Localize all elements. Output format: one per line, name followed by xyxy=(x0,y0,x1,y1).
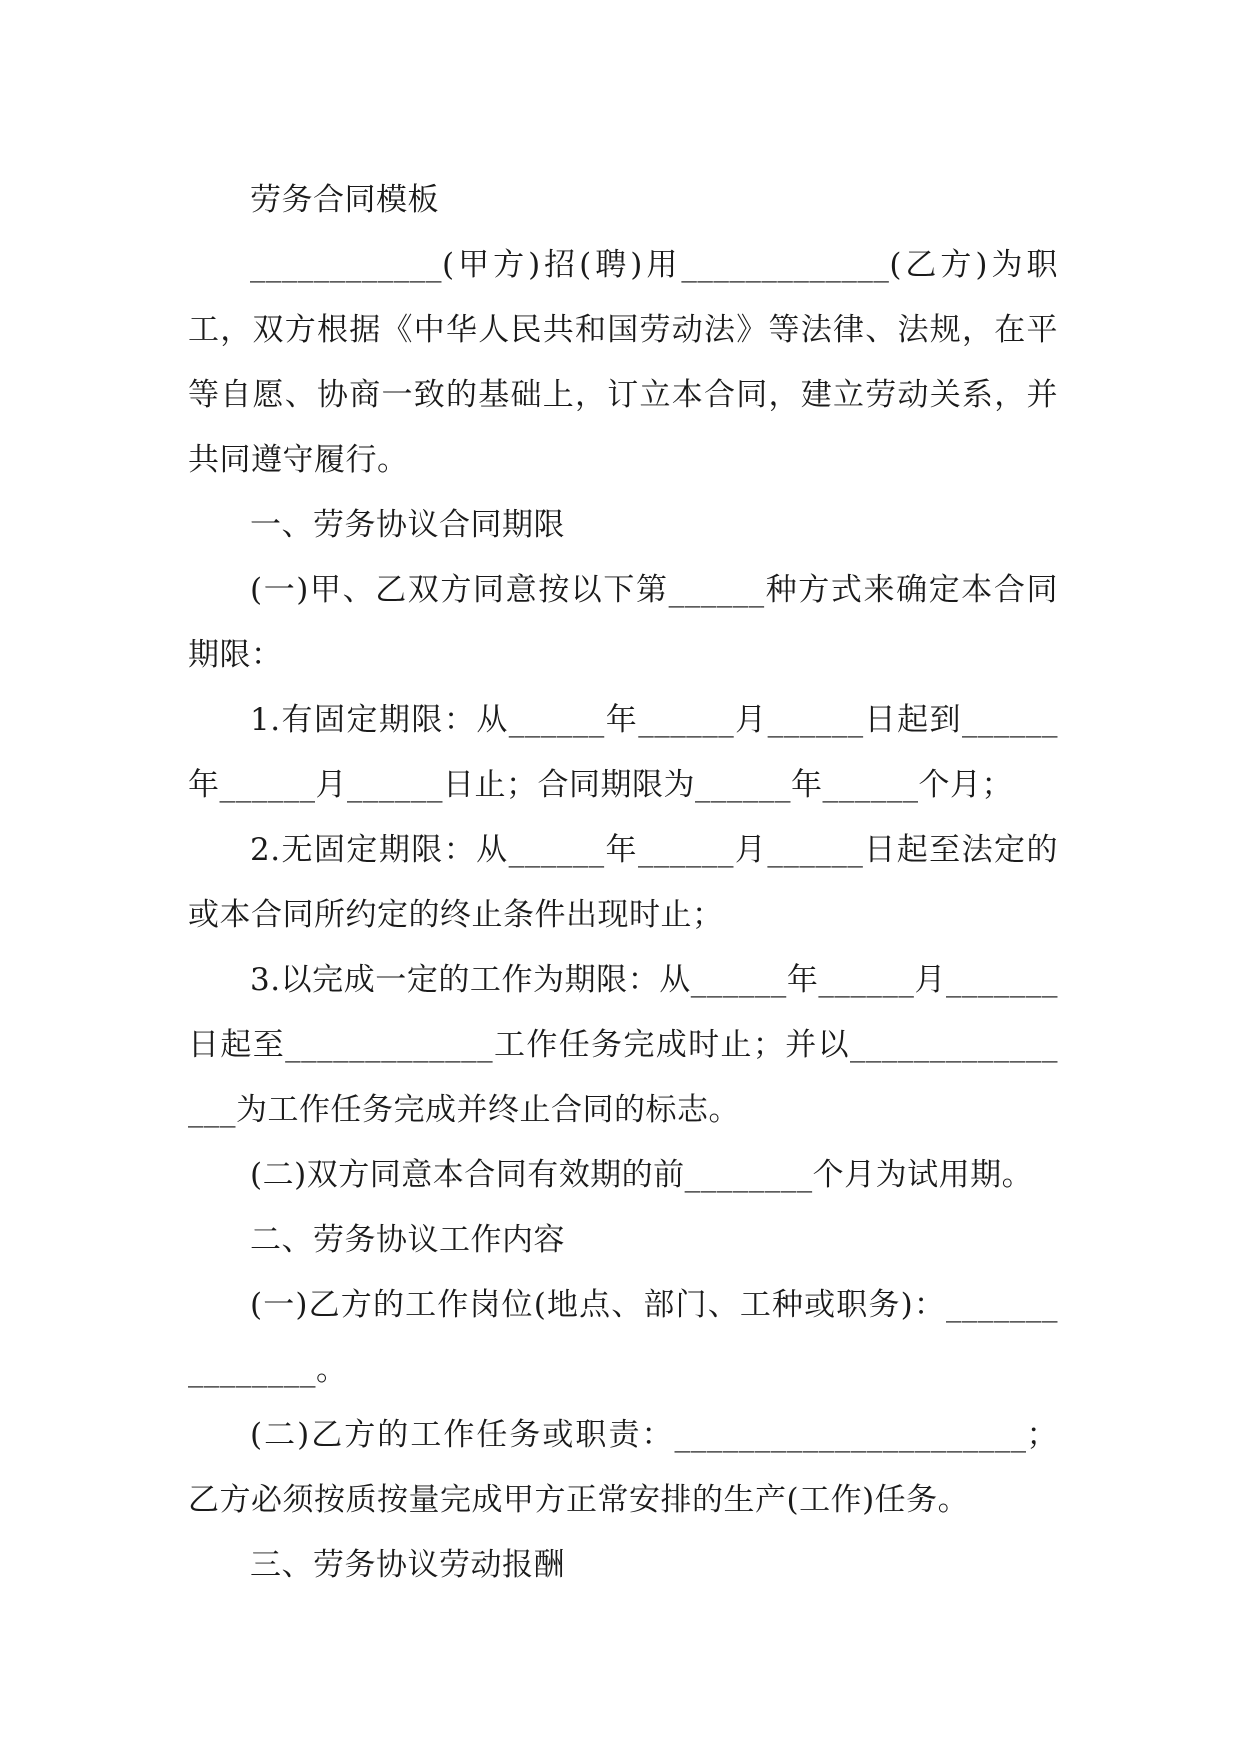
clause-work-position: (一)乙方的工作岗位(地点、部门、工种或职务)：_______________。 xyxy=(188,1287,1058,1388)
clause-open-term: 2.无固定期限：从______年______月______日起至法定的或本合同所约定的终止条件出现时止； xyxy=(188,832,1058,933)
section-heading-work: 二、劳务协议工作内容 xyxy=(250,1222,565,1258)
contract-document xyxy=(188,168,1058,1598)
section-heading-pay: 三、劳务协议劳动报酬 xyxy=(250,1547,565,1583)
section-heading-term: 一、劳务协议合同期限 xyxy=(250,507,565,543)
clause-probation: (二)双方同意本合同有效期的前________个月为试用期。 xyxy=(250,1157,1034,1193)
document-title: 劳务合同模板 xyxy=(250,182,439,218)
clause-work-duties: (二)乙方的工作任务或职责：______________________；乙方必须按质按量完成甲方正常安排的生产(工作)任务。 xyxy=(188,1417,1058,1518)
clause-task-term: 3.以完成一定的工作为期限：从______年______月_______日起至_____________工作任务完成时止；并以________________为工作任务完成并终止合同的标志。 xyxy=(188,962,1058,1128)
preamble-paragraph: ____________(甲方)招(聘)用_____________(乙方)为职工，双方根据《中华人民共和国劳动法》等法律、法规，在平等自愿、协商一致的基础上，订立本合同，建立劳动关系，并共同遵守履行。 xyxy=(188,247,1058,478)
clause-term-method: (一)甲、乙双方同意按以下第______种方式来确定本合同期限： xyxy=(188,572,1058,673)
clause-fixed-term: 1.有固定期限：从______年______月______日起到______年______月______日止；合同期限为______年______个月； xyxy=(188,702,1058,803)
